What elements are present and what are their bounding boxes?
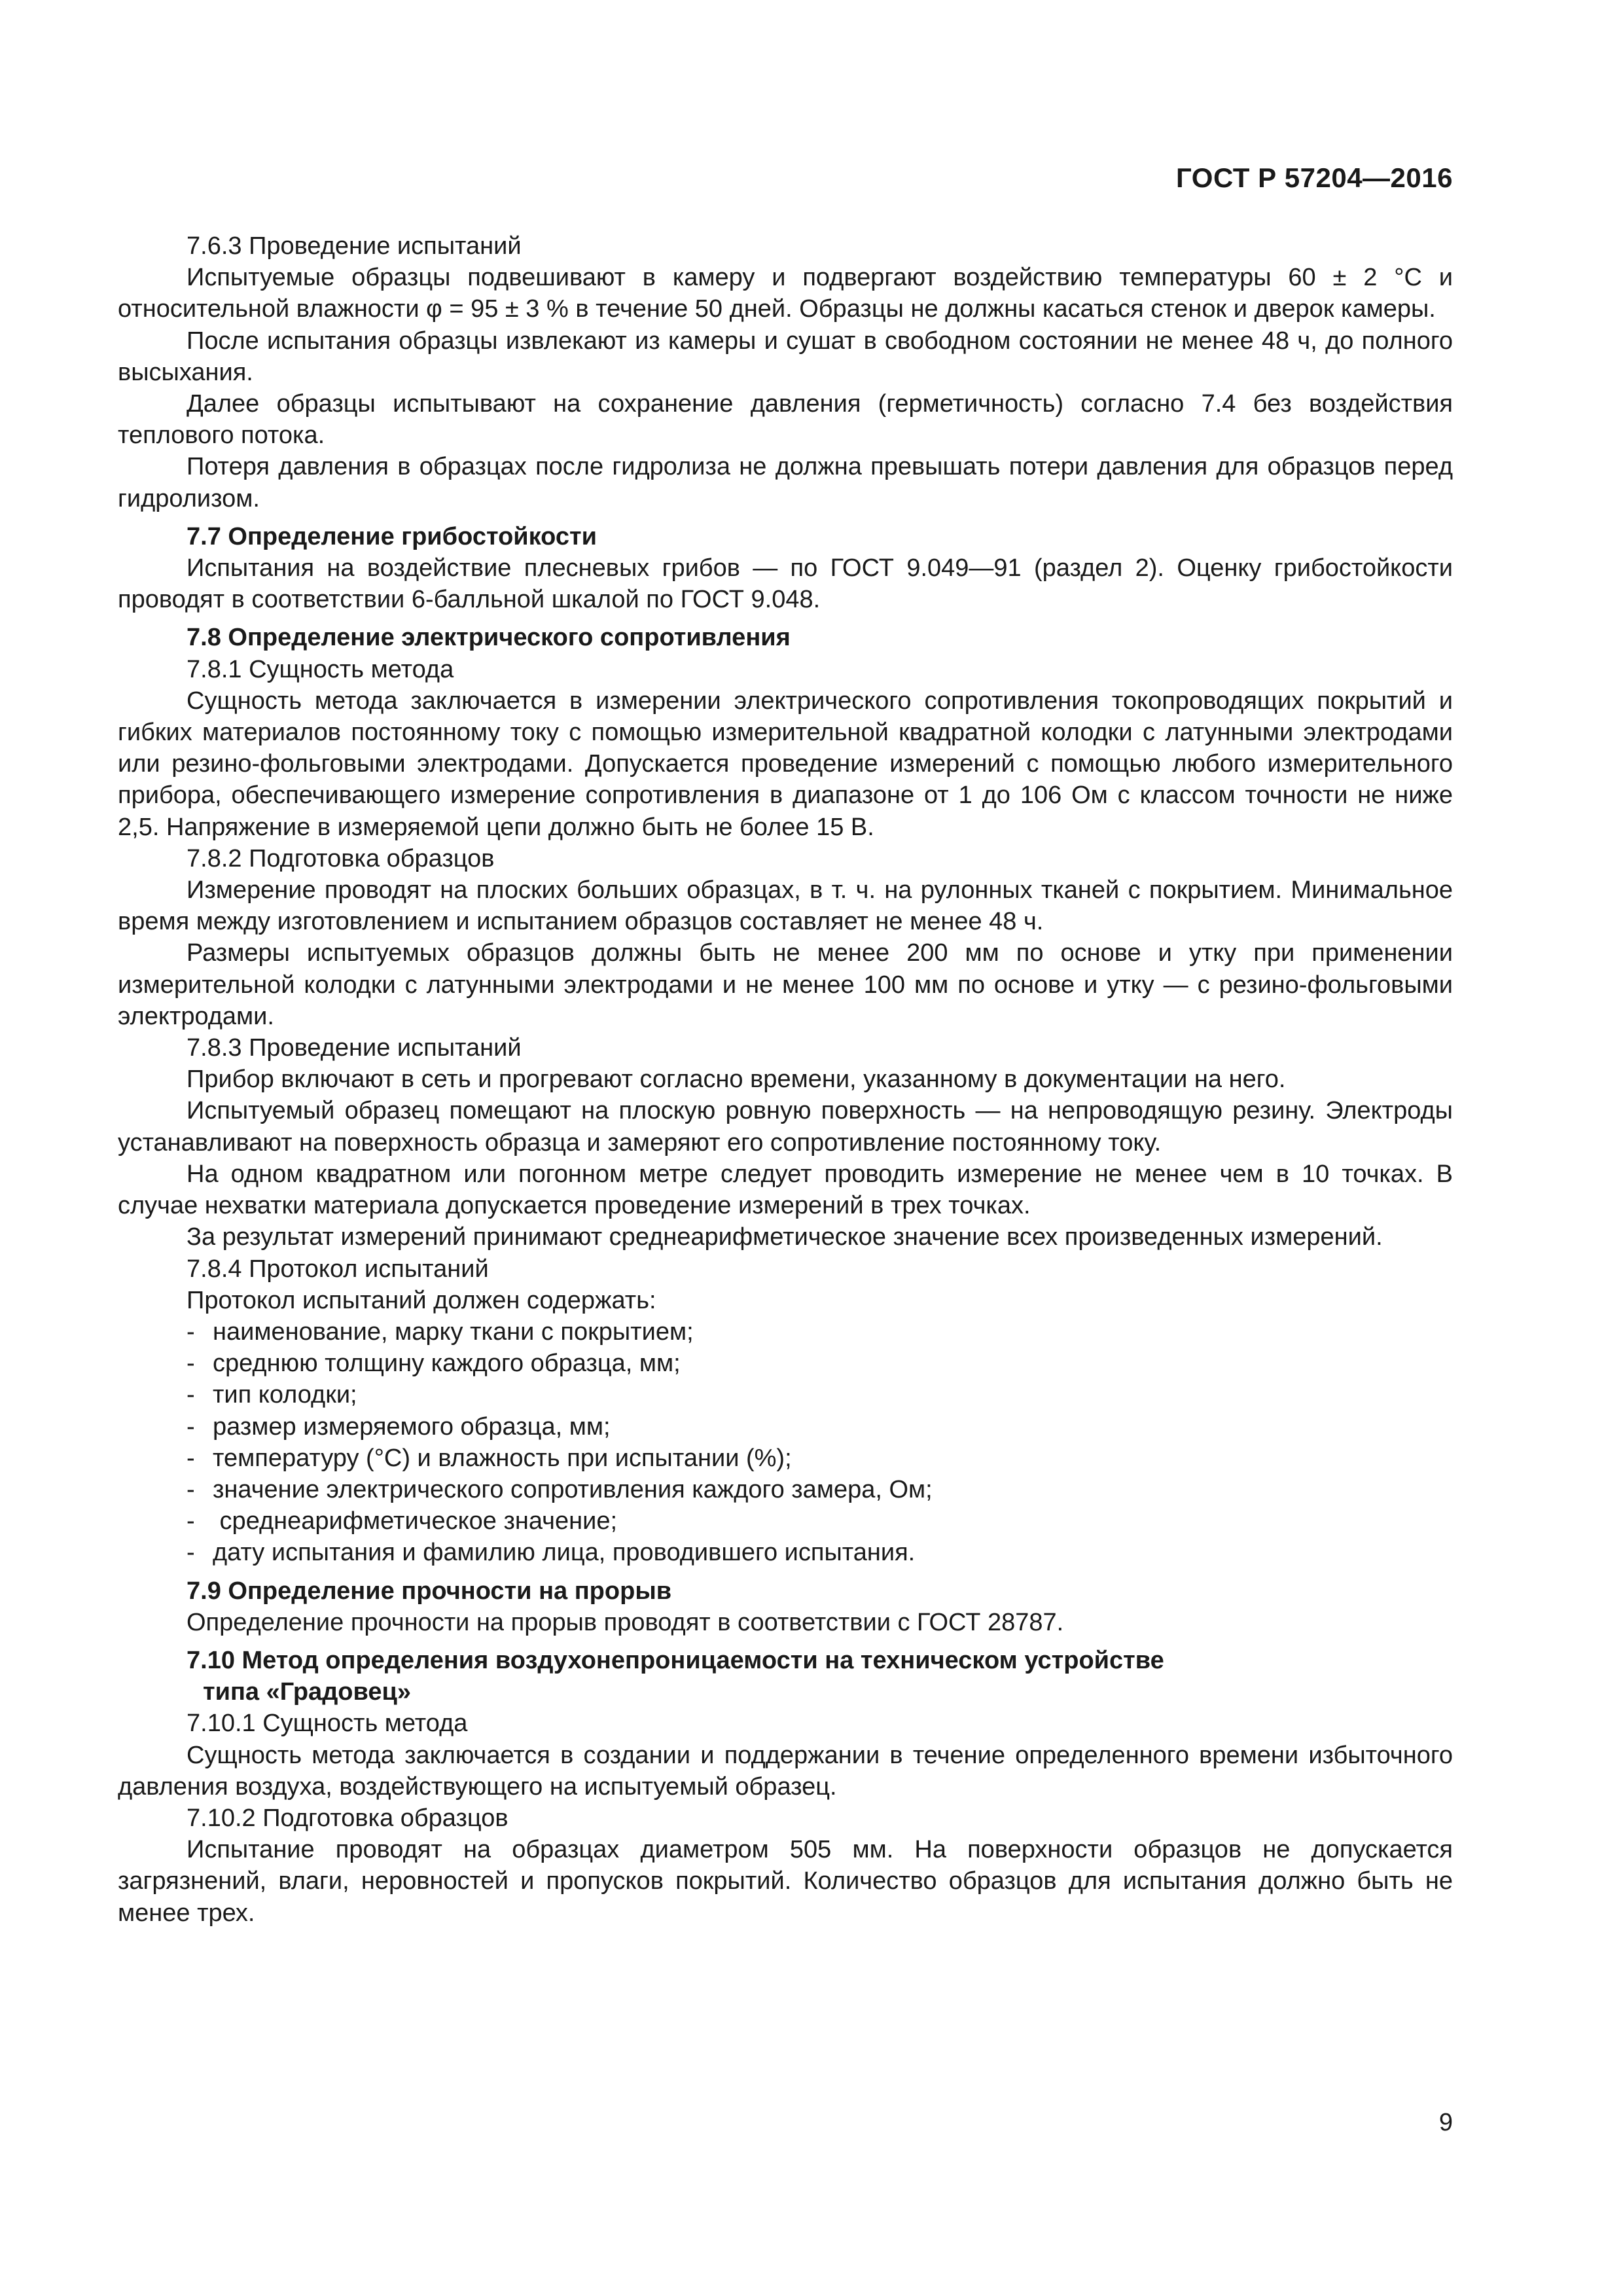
paragraph: Далее образцы испытывают на сохранение давления (герметичность) согласно 7.4 без воздействия теплового потока. [118,390,1453,450]
list-item-text: температуру (°С) и влажность при испытании (%); [213,1444,792,1472]
paragraph: За результат измерений принимают среднеарифметическое значение всех произведенных измерений. [187,1223,1383,1251]
subsection-title: 7.8.4 Протокол испытаний [187,1255,489,1283]
list-item-text: среднюю толщину каждого образца, мм; [213,1350,681,1378]
subsection-title: Протокол испытаний должен содержать: [187,1286,656,1314]
list-item-text: наименование, марку ткани с покрытием; [213,1318,694,1346]
list-dash: - [187,1412,195,1441]
section-heading: 7.10 Метод определения воздухонепроницаемости на техническом устройстве [187,1646,1164,1674]
list-item-text: дату испытания и фамилию лица, проводившего испытания. [213,1539,916,1567]
list-item [118,1348,1453,1379]
list-item-text: размер измеряемого образца, мм; [213,1412,611,1441]
subsection-title: 7.8.2 Подготовка образцов [187,844,495,872]
list-dash: - [187,1539,195,1567]
document-body [118,230,1453,1929]
list-dash: - [187,1381,195,1409]
paragraph: Измерение проводят на плоских больших образцах, в т. ч. на рулонных тканей с покрытием. Минимальное время между изготовлением и испытанием образцов составляет не менее 48 ч. [118,876,1453,936]
list-dash: - [187,1350,195,1378]
list-dash: - [187,1475,195,1503]
list-item-text: среднеарифметическое значение; [213,1507,618,1535]
paragraph: Размеры испытуемых образцов должны быть не менее 200 мм по основе и утку при применении измерительной колодки с латунными электродами и не менее 100 мм по основе и утку — с резино-фольговыми электродами. [118,939,1453,1030]
subsection-title: 7.10.1 Сущность метода [187,1710,468,1738]
list-item [118,1411,1453,1443]
subsection-title: 7.6.3 Проведение испытаний [187,232,522,260]
list-item [118,1443,1453,1474]
list-dash: - [187,1444,195,1472]
list-item [118,1316,1453,1348]
list-item [118,1474,1453,1505]
paragraph: Потеря давления в образцах после гидролиза не должна превышать потери давления для образцов перед гидролизом. [118,453,1453,512]
section-heading-continuation: типа «Градовец» [203,1678,412,1706]
list-item [118,1379,1453,1410]
paragraph: Испытания на воздействие плесневых грибов — по ГОСТ 9.049—91 (раздел 2). Оценку грибостойкости проводят в соответствии 6-балльной шкалой по ГОСТ 9.048. [118,554,1453,614]
subsection-title: 7.8.1 Сущность метода [187,655,454,683]
paragraph: Испытание проводят на образцах диаметром 505 мм. На поверхности образцов не допускается загрязнений, влаги, неровностей и пропусков покрытий. Количество образцов для испытания должно быть не менее трех. [118,1836,1453,1927]
paragraph: Определение прочности на прорыв проводят в соответствии с ГОСТ 28787. [187,1608,1064,1636]
paragraph: Испытуемые образцы подвешивают в камеру и подвергают воздействию температуры 60 ± 2 °С и относительной влажности φ = 95 ± 3 % в течение 50 дней. Образцы не должны касаться стенок и дверок камеры. [118,264,1453,323]
list-item [118,1537,1453,1568]
list-item-text: тип колодки; [213,1381,357,1409]
paragraph: Сущность метода заключается в создании и поддержании в течение определенного времени избыточного давления воздуха, воздействующего на испытуемый образец. [118,1741,1453,1801]
list-item-text: значение электрического сопротивления каждого замера, Ом; [213,1475,933,1503]
paragraph: На одном квадратном или погонном метре следует проводить измерение не менее чем в 10 точках. В случае нехватки материала допускается проведение измерений в трех точках. [118,1160,1453,1220]
list-item [118,1505,1453,1537]
section-heading: 7.8 Определение электрического сопротивления [187,624,791,652]
document-header: ГОСТ Р 57204—2016 [1176,162,1453,193]
list-dash: - [187,1318,195,1346]
paragraph: После испытания образцы извлекают из камеры и сушат в свободном состоянии не менее 48 ч, до полного высыхания. [118,327,1453,386]
list-dash: - [187,1507,195,1535]
paragraph: Прибор включают в сеть и прогревают согласно времени, указанному в документации на него. [187,1066,1286,1094]
page-number: 9 [1438,2109,1453,2136]
subsection-title: 7.10.2 Подготовка образцов [187,1804,508,1832]
section-heading: 7.9 Определение прочности на прорыв [187,1577,672,1605]
paragraph: Сущность метода заключается в измерении электрического сопротивления токопроводящих покрытий и гибких материалов постоянному току с помощью измерительной квадратной колодки с латунными электродами или резино-фольговыми электродами. Допускается проведение измерений с помощью любого измерительного прибора, обеспечивающего измерение сопротивления в диапазоне от 1 до 106 Ом с классом точности не ниже 2,5. Напряжение в измеряемой цепи должно быть не более 15 В. [118,687,1453,841]
document-page [118,0,1453,2296]
subsection-title: 7.8.3 Проведение испытаний [187,1034,522,1062]
section-heading: 7.7 Определение грибостойкости [187,522,597,550]
paragraph: Испытуемый образец помещают на плоскую ровную поверхность — на непроводящую резину. Электроды устанавливают на поверхность образца и замеряют его сопротивление постоянному току. [118,1097,1453,1157]
